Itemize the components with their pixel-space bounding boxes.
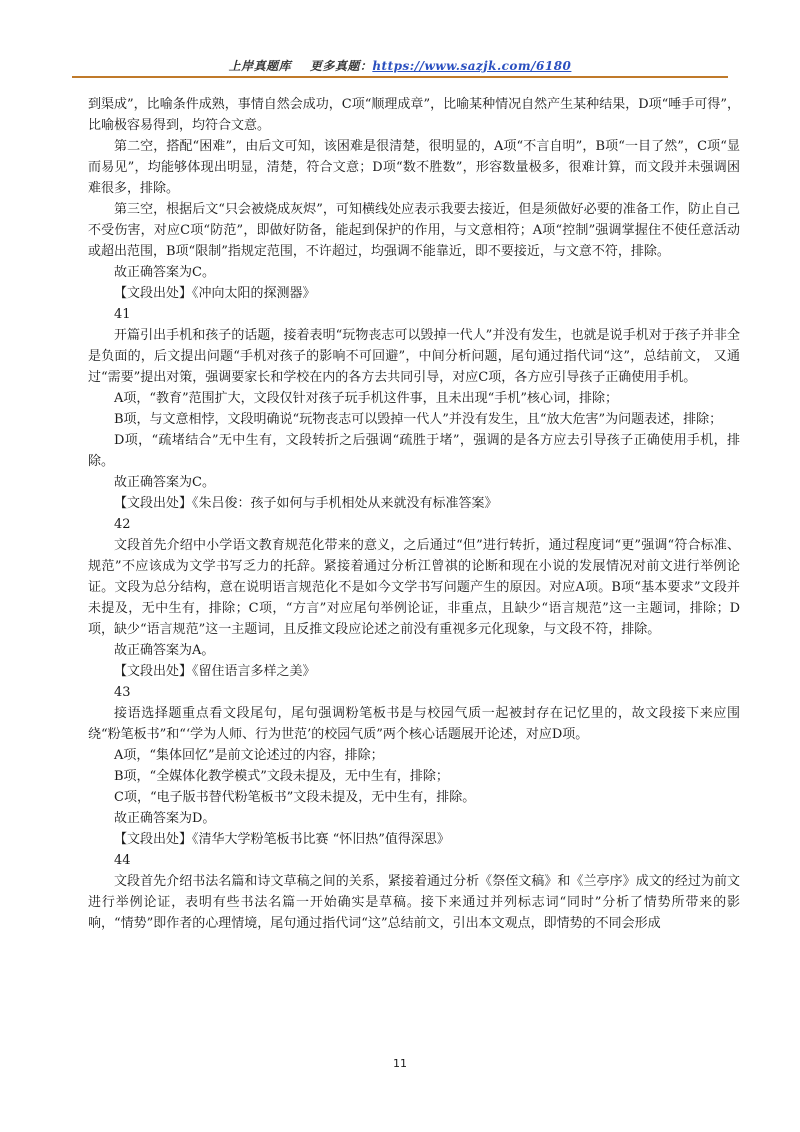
paragraph: 文段首先介绍中小学语文教育规范化带来的意义，之后通过“但”进行转折，通过程度词“更”强调“符合标准、规范”不应该成为文学书写乏力的托辞。紧接着通过分析江曾祺的论断和现在小说的发展情况对前文进行举例论证。文段为总分结构，意在说明语言规范化不是如今文学书写问题产生的原因。对应A项。B项“基本要求”文段并未提及，无中生有，排除；C项，“方言”对应尾句举例论证，非重点，且缺少“语言规范”这一主题词，排除；D项，缺少“语言规范”这一主题词，且反推文段应论述之前没有重视多元化现象，与文段不符，排除。 [88,538,740,637]
option-analysis: B项，与文意相悖，文段明确说“玩物丧志可以毁掉一代人”并没有发生，且“放大危害”为问题表述，排除； [114,412,723,427]
page-header [0,57,800,74]
option-analysis: B项，“全媒体化教学模式”文段未提及，无中生有，排除； [114,769,449,784]
option-analysis: A项，“集体回忆”是前文论述过的内容，排除； [114,748,384,763]
answer-line: 故正确答案为A。 [114,643,215,658]
answer-line: 故正确答案为D。 [114,811,216,826]
question-number: 42 [114,517,131,532]
option-analysis: C项，“电子版书替代粉笔板书”文段未提及，无中生有，排除。 [114,790,476,805]
paragraph: 到渠成”，比喻条件成熟，事情自然会成功，C项“顺理成章”，比喻某种情况自然产生某种结果，D项“唾手可得”，比喻极容易得到，均符合文意。 [88,97,740,133]
answer-line: 故正确答案为C。 [114,265,215,280]
source-line: 【文段出处】《清华大学粉笔板书比赛 “怀旧热”值得深思》 [114,832,450,847]
document-body [88,94,740,934]
option-analysis: A项，“教育”范围扩大，文段仅针对孩子玩手机这件事，且未出现“手机”核心词，排除； [114,391,618,406]
page-number: 11 [393,1057,407,1070]
header-site-name: 上岸真题库 [228,59,292,73]
answer-line: 故正确答案为C。 [114,475,215,490]
header-divider [72,76,728,78]
source-line: 【文段出处】《留住语言多样之美》 [114,664,316,679]
header-link[interactable]: https://www.sazjk.com/6180 [372,59,572,73]
paragraph: 第二空，搭配“困难”，由后文可知，该困难是很清楚，很明显的，A项“不言自明”，B项“一目了然”，C项“显而易见”，均能够体现出明显，清楚，符合文意；D项“数不胜数”，形容数量极多，很难计算，而文段并未强调困难很多，排除。 [88,139,740,196]
option-analysis: D项，“疏堵结合”无中生有，文段转折之后强调“疏胜于堵”，强调的是各方应去引导孩子正确使用手机，排除。 [88,433,740,469]
paragraph: 接语选择题重点看文段尾句，尾句强调粉笔板书是与校园气质一起被封存在记忆里的，故文段接下来应围绕“粉笔板书”和“‘学为人师、行为世范’的校园气质”两个核心话题展开论述，对应D项。 [88,706,740,742]
paragraph: 第三空，根据后文“只会被烧成灰烬”，可知横线处应表示我要去接近，但是须做好必要的准备工作，防止自己不受伤害，对应C项“防范”，即做好防备，能起到保护的作用，与文意相符；A项“控制”强调掌握住不使任意活动或超出范围，B项“限制”指规定范围，不许超过，均强调不能靠近，即不要接近，与文意不符，排除。 [88,202,740,259]
paragraph: 开篇引出手机和孩子的话题，接着表明“玩物丧志可以毁掉一代人”并没有发生，也就是说手机对于孩子并非全是负面的，后文提出问题“手机对孩子的影响不可回避”，中间分析问题，尾句通过指代词“这”，总结前文， 又通过“需要”提出对策，强调要家长和学校在内的各方去共同引导，对应C项，各方应引导孩子正确使用手机。 [88,328,740,385]
header-more-label: 更多真题： [309,59,373,73]
paragraph: 文段首先介绍书法名篇和诗文草稿之间的关系，紧接着通过分析《祭侄文稿》和《兰亭序》成文的经过为前文进行举例论证，表明有些书法名篇一开始确实是草稿。接下来通过并列标志词“同时”分析了情势所带来的影响，“情势”即作者的心理情境，尾句通过指代词“这”总结前文，引出本文观点，即情势的不同会形成 [88,874,740,931]
question-number: 41 [114,307,131,322]
question-number: 44 [114,853,131,868]
question-number: 43 [114,685,131,700]
source-line: 【文段出处】《冲向太阳的探测器》 [114,286,316,301]
source-line: 【文段出处】《朱吕俊：孩子如何与手机相处从来就没有标准答案》 [114,496,498,511]
